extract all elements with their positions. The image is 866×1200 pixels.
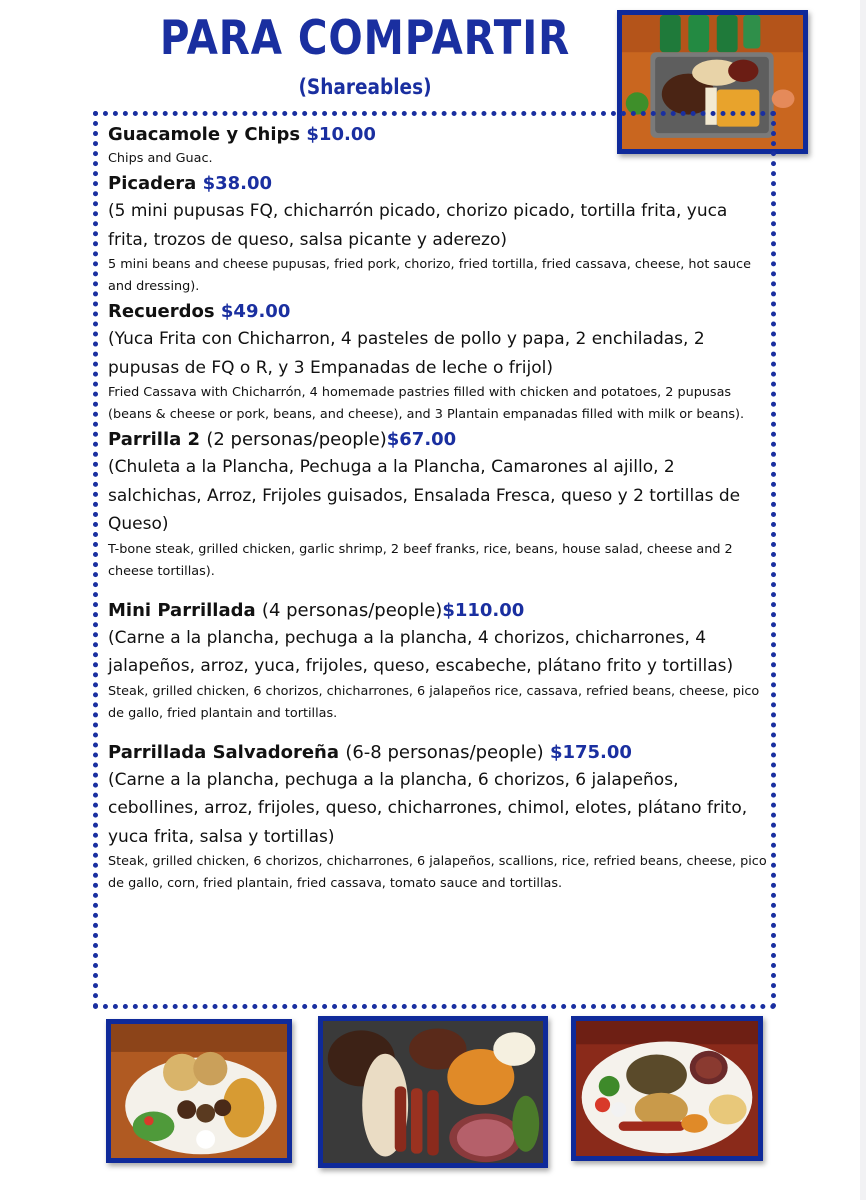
item-description-es: (Yuca Frita con Chicharron, 4 pasteles de pollo y papa, 2 enchiladas, 2 pupusas de FQ o R, y 3 Empanadas de leche o frijol)	[108, 329, 705, 378]
menu-item-recuerdos	[108, 298, 768, 426]
item-description-en: Fried Cassava with Chicharrón, 4 homemade pastries filled with chicken and potatoes, 2 pupusas (beans & cheese or pork, beans, and cheese), and 3 Plantain empanadas filled with milk or beans).	[108, 385, 745, 422]
item-price: $110.00	[442, 599, 525, 621]
item-serving-note: (4 personas/people)	[261, 599, 443, 621]
menu-item-mini-parrillada	[108, 597, 768, 725]
item-description-es: (Carne a la plancha, pechuga a la plancha, 4 chorizos, chicharrones, 4 jalapeños, arroz, yuca, frijoles, queso, escabeche, plátano frito y tortillas)	[108, 627, 734, 676]
item-name: Parrillada Salvadoreña	[108, 741, 340, 763]
item-description-es: (5 mini pupusas FQ, chicharrón picado, chorizo picado, tortilla frita, yuca frita, trozos de queso, salsa picante y aderezo)	[108, 201, 728, 250]
mixed-grill-platter-photo	[318, 1016, 548, 1168]
menu-item-picadera	[108, 170, 768, 298]
pupusas-platter-photo	[106, 1019, 292, 1163]
item-description-en: Steak, grilled chicken, 6 chorizos, chicharrones, 6 jalapeños rice, cassava, refried beans, cheese, pico de gallo, fried plantain and tortillas.	[108, 683, 760, 721]
item-price: $67.00	[386, 429, 457, 450]
item-serving-note: (6-8 personas/people)	[345, 741, 544, 763]
menu-item-parrillada-salvadorena	[108, 739, 768, 896]
menu-item-guacamole	[108, 121, 768, 170]
page-subtitle: (Shareables)	[298, 75, 432, 99]
item-price: $10.00	[306, 124, 376, 145]
item-description-en: Steak, grilled chicken, 6 chorizos, chicharrones, 6 jalapeños, scallions, rice, refried beans, cheese, pico de gallo, corn, fried plantain, fried cassava, tomato sauce and tortillas.	[108, 854, 767, 891]
item-description-en: T-bone steak, grilled chicken, garlic shrimp, 2 beef franks, rice, beans, house salad, cheese and 2 cheese tortillas).	[108, 541, 733, 579]
item-name: Guacamole y Chips	[108, 124, 301, 145]
menu-items-list	[108, 121, 768, 895]
item-name: Recuerdos	[108, 301, 215, 322]
menu-item-parrilla-2	[108, 426, 768, 583]
item-description-en: Chips and Guac.	[108, 151, 213, 166]
item-price: $38.00	[202, 173, 273, 194]
grilled-meat-plate-photo	[571, 1016, 763, 1161]
page-title: PARA COMPARTIR	[159, 11, 571, 66]
item-name: Picadera	[108, 173, 197, 194]
item-name: Parrilla 2	[108, 429, 201, 450]
item-description-es: (Carne a la plancha, pechuga a la plancha, 6 chorizos, 6 jalapeños, cebollines, arroz, frijoles, queso, chicharrones, chimol, elotes, plátano frito, yuca frita, salsa y tortillas)	[108, 769, 748, 847]
item-serving-note: (2 personas/people)	[206, 429, 387, 450]
item-name: Mini Parrillada	[108, 599, 256, 621]
item-price: $49.00	[220, 301, 291, 322]
item-price: $175.00	[549, 741, 632, 763]
item-description-en: 5 mini beans and cheese pupusas, fried pork, chorizo, fried tortilla, fried cassava, cheese, hot sauce and dressing).	[108, 257, 751, 294]
item-description-es: (Chuleta a la Plancha, Pechuga a la Plancha, Camarones al ajillo, 2 salchichas, Arroz, Frijoles guisados, Ensalada Fresca, queso y 2 tortillas de Queso)	[108, 457, 741, 534]
